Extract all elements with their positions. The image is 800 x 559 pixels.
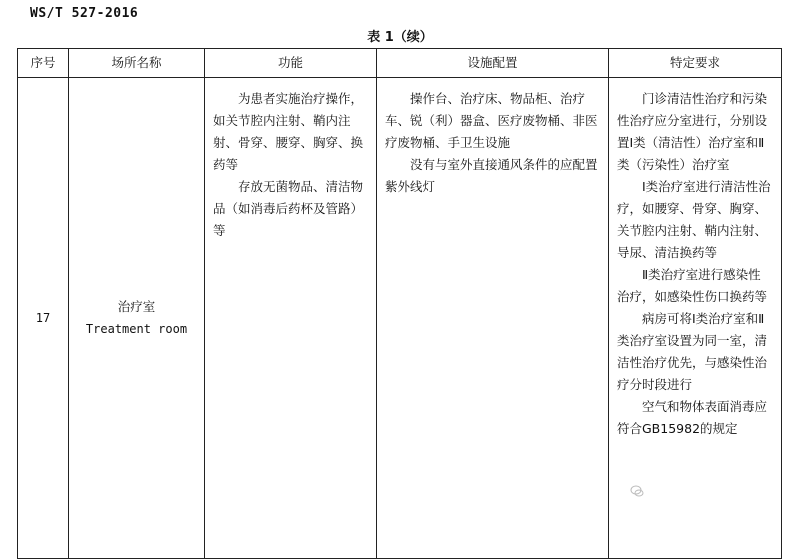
- watermark-chat-icon: [630, 484, 644, 498]
- col-header-no: 序号: [18, 49, 69, 78]
- function-paragraph: 存放无菌物品、清洁物品（如消毒后药杯及管路）等: [213, 179, 364, 238]
- requirement-paragraph: 门诊清洁性治疗和污染性治疗应分室进行，分别设置Ⅰ类（清洁性）治疗室和Ⅱ类（污染性）治疗室: [617, 91, 768, 172]
- col-header-requirement: 特定要求: [609, 49, 782, 78]
- facility-paragraph: 操作台、治疗床、物品柜、治疗车、锐（利）器盒、医疗废物桶、非医疗废物桶、手卫生设施: [385, 91, 598, 150]
- function-paragraph: 为患者实施治疗操作，如关节腔内注射、鞘内注射、骨穿、腰穿、胸穿、换药等: [213, 91, 364, 172]
- facility-paragraph: 没有与室外直接通风条件的应配置紫外线灯: [385, 157, 598, 194]
- requirement-paragraph: Ⅱ类治疗室进行感染性治疗，如感染性伤口换药等: [617, 267, 768, 304]
- col-header-facility: 设施配置: [377, 49, 609, 78]
- requirement-paragraph: 病房可将Ⅰ类治疗室和Ⅱ类治疗室设置为同一室，清洁性治疗优先，与感染性治疗分时段进行: [617, 311, 768, 392]
- requirement-paragraph: Ⅰ类治疗室进行清洁性治疗，如腰穿、骨穿、胸穿、关节腔内注射、鞘内注射、导尿、清洁换药等: [617, 179, 771, 260]
- cell-function: [205, 78, 377, 559]
- cell-row-number: [18, 78, 69, 559]
- row-number: 17: [35, 311, 51, 325]
- col-header-place-name: 场所名称: [69, 49, 205, 78]
- col-header-function: 功能: [205, 49, 377, 78]
- cell-facility: [377, 78, 609, 559]
- requirement-paragraph: 空气和物体表面消毒应符合GB15982的规定: [617, 399, 768, 436]
- place-name-cn: 治疗室: [117, 299, 156, 314]
- standard-number: WS/T 527-2016: [30, 6, 139, 21]
- cell-place-name: [69, 78, 205, 559]
- table-title: 表 1（续）: [367, 30, 433, 45]
- table-header-row: [18, 49, 782, 78]
- place-name-en: Treatment room: [85, 322, 188, 336]
